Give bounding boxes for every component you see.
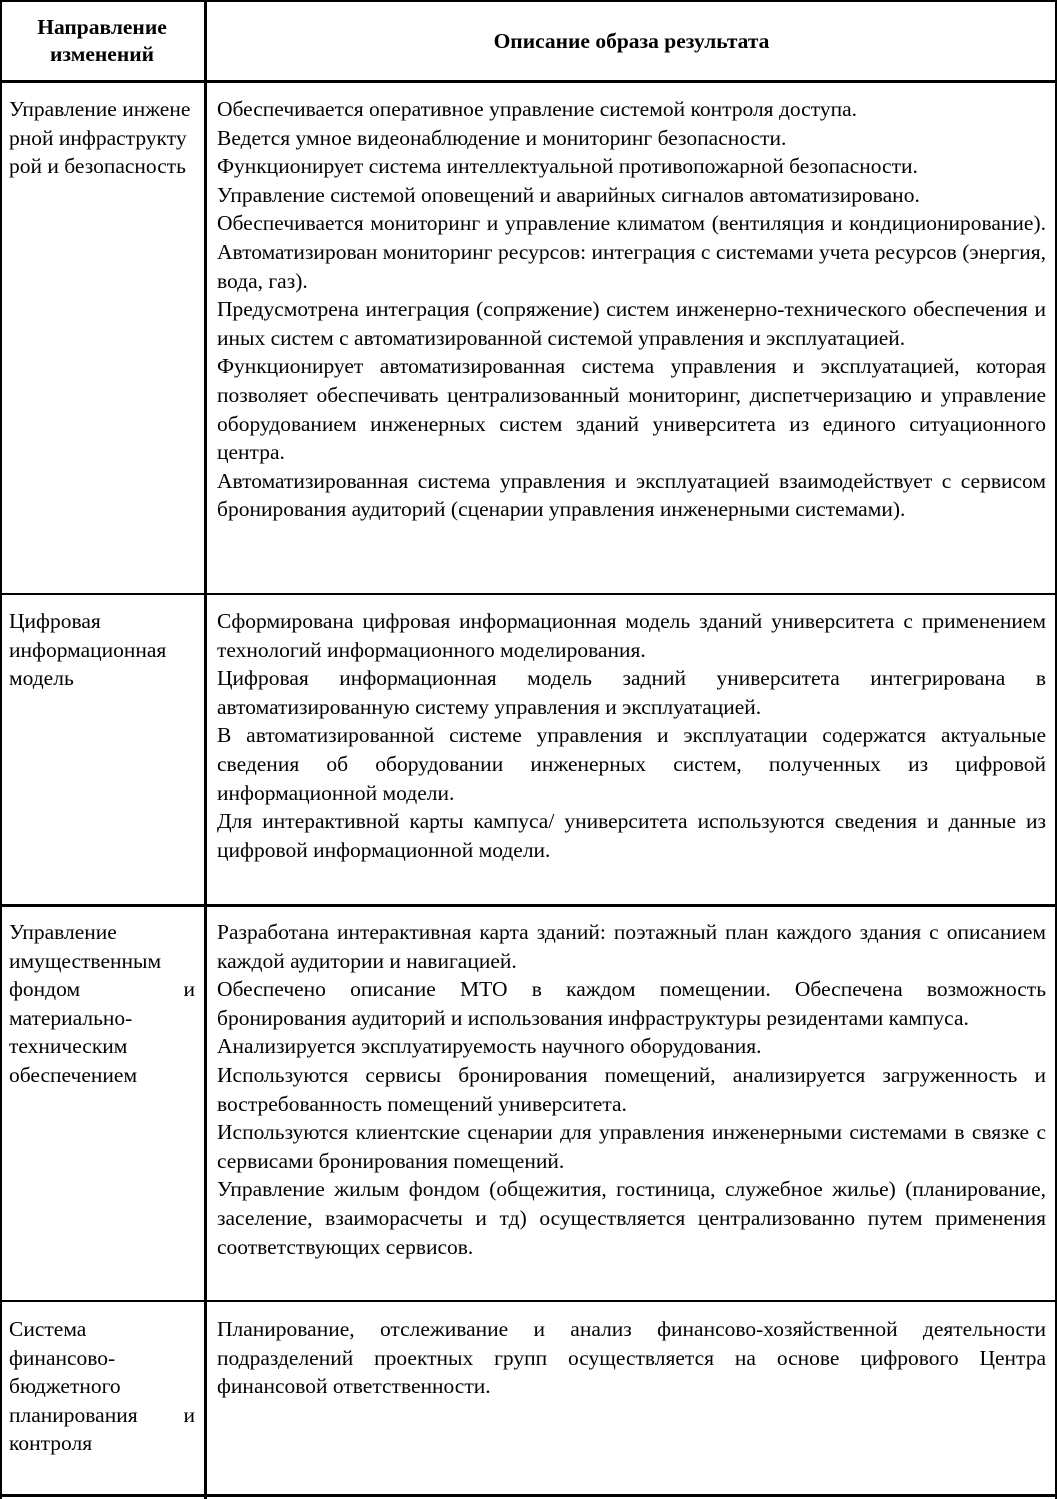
- description-cell: [217, 1315, 1046, 1401]
- description-item: Обеспечивается оперативное управление системой контроля доступа.: [217, 97, 857, 121]
- description-item: Планирование, отслеживание и анализ финансово-хозяйственной деятельности подразделений проектных групп осуществляется на основе цифрового Центра финансовой ответственности.: [217, 1317, 1046, 1399]
- description-cell: [217, 607, 1046, 864]
- table-border-left: [0, 0, 2, 1499]
- description-item: Управление системой оповещений и аварийных сигналов автоматизировано.: [217, 182, 920, 207]
- direction-label: Система финансово-бюджетного планирования и контроля: [9, 1317, 195, 1456]
- column-divider: [204, 0, 207, 1499]
- description-item: Обеспечено описание МТО в каждом помещении. Обеспечена возможность бронирования аудиторий и использования инфраструктуры резидентами кампуса.: [217, 977, 1046, 1030]
- description-item: Функционирует автоматизированная система управления и эксплуатацией, которая позволяет обеспечивать централизованный мониторинг, диспетчеризацию и управление оборудованием инженерных систем зданий университета из единого ситуационного центра.: [217, 354, 1046, 465]
- direction-cell: [9, 95, 195, 181]
- header-divider: [0, 80, 1057, 83]
- description-cell: [217, 95, 1046, 524]
- description-item: Ведется умное видеонаблюдение и мониторинг безопасности.: [217, 125, 787, 150]
- description-item: Цифровая информационная модель задний университета интегрирована в автоматизированную систему управления и эксплуатацией.: [217, 666, 1046, 719]
- description-item: Для интерактивной карты кампуса/ университета используются сведения и данные из цифровой информационной модели.: [217, 809, 1046, 862]
- header-direction: Направление изменений: [37, 15, 167, 66]
- description-item: Разработана интерактивная карта зданий: поэтажный план каждого здания с описанием каждой аудитории и навигацией.: [217, 920, 1046, 973]
- description-item: Функционирует система интеллектуальной противопожарной безопасности.: [217, 154, 918, 179]
- row-divider: [0, 904, 1057, 907]
- description-item: Используются сервисы бронирования помещений, анализируется загруженность и востребованность помещений университета.: [217, 1062, 1046, 1116]
- table-border-top: [0, 0, 1057, 2]
- description-item: Автоматизированная система управления и эксплуатацией взаимодействует с сервисом бронирования аудиторий (сценарии управления инженерными системами).: [217, 468, 1046, 522]
- row-divider: [0, 593, 1057, 595]
- description-item: Обеспечивается мониторинг и управление климатом (вентиляция и кондиционирование). Автоматизирован мониторинг ресурсов: интеграция с системами учета ресурсов (энергия, вода, газ).: [217, 211, 1046, 293]
- direction-label: Управление имущественным фондом и материально-техническим обеспечением: [9, 920, 195, 1087]
- description-item: Используются клиентские сценарии для управления инженерными системами в связке с сервисами бронирования помещений.: [217, 1120, 1046, 1173]
- table-border-bottom: [0, 1494, 1057, 1497]
- direction-cell: [9, 1315, 195, 1458]
- row-divider: [0, 1300, 1057, 1302]
- description-item: Сформирована цифровая информационная модель зданий университета с применением технологий информационного моделирования.: [217, 609, 1046, 662]
- description-cell: [217, 918, 1046, 1261]
- direction-cell: [9, 607, 195, 693]
- description-item: Управление жилым фондом (общежития, гостиница, служебное жилье) (планирование, заселение, взаиморасчеты и тд) осуществляется централизованно путем применения соответствующих сервисов.: [217, 1177, 1046, 1259]
- description-item: В автоматизированной системе управления и эксплуатации содержатся актуальные сведения об оборудовании инженерных систем, полученных из цифровой информационной модели.: [217, 723, 1046, 805]
- description-item: Предусмотрена интеграция (сопряжение) систем инженерно-технического обеспечения и иных систем с автоматизированной системой управления и эксплуатацией.: [217, 297, 1046, 350]
- header-description: Описание образа результата: [493, 29, 770, 53]
- description-item: Анализируется эксплуатируемость научного оборудования.: [217, 1034, 762, 1059]
- direction-cell: [9, 918, 195, 1090]
- direction-label: Цифровая информационная модель: [9, 609, 167, 691]
- direction-label: Управление инженерной инфраструктурой и безопасность: [9, 97, 191, 179]
